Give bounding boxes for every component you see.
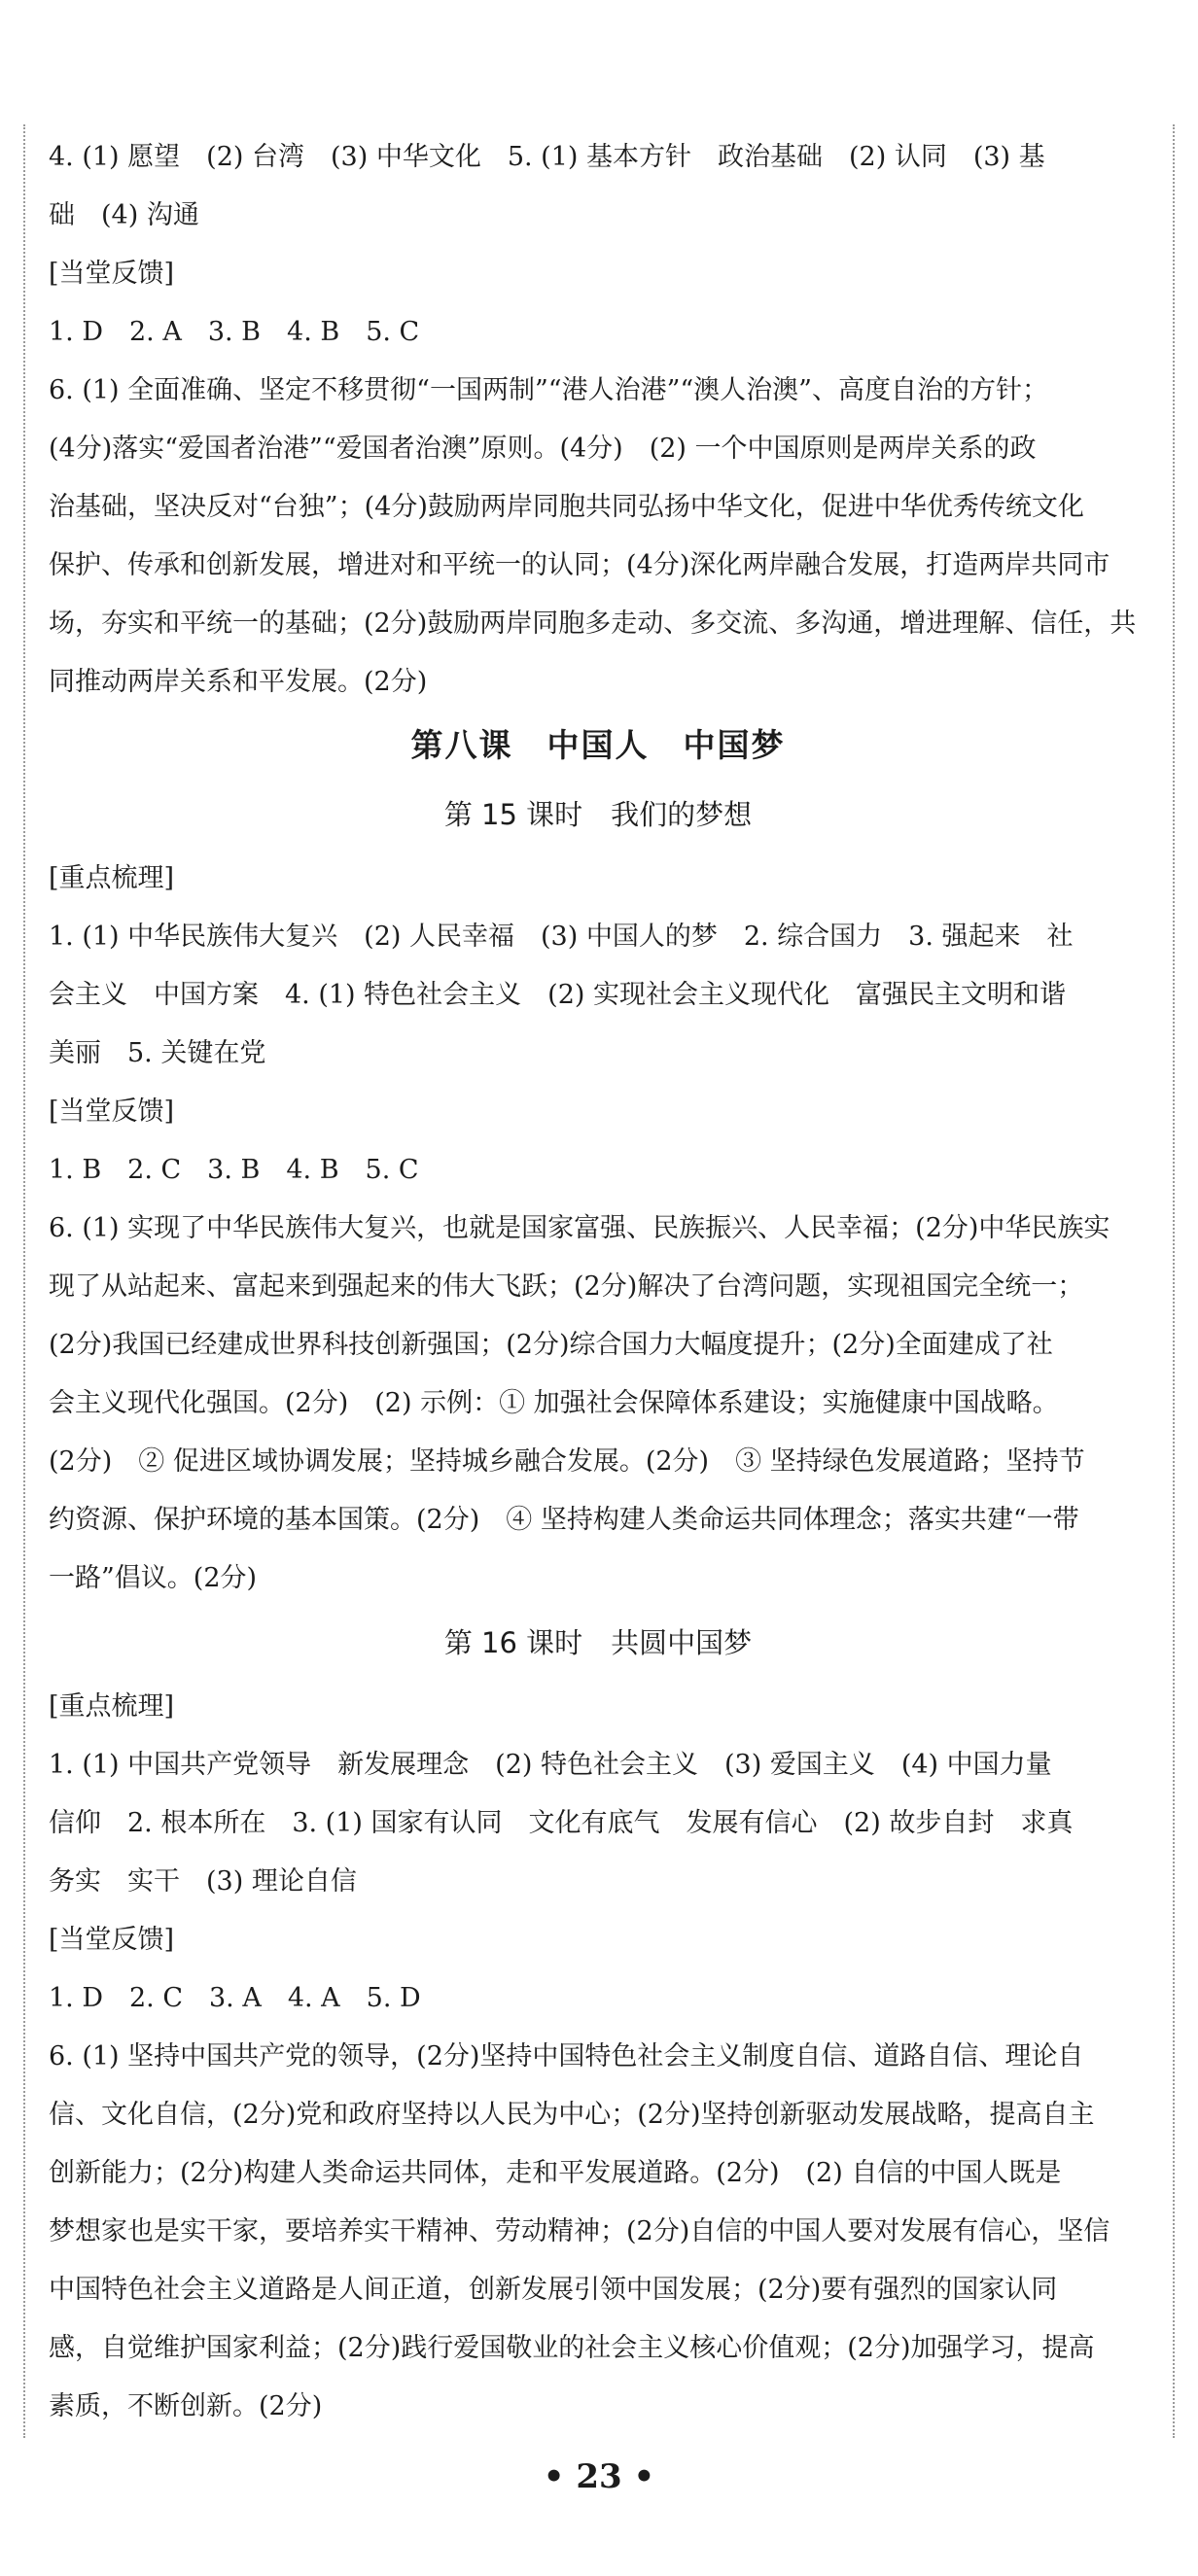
answer-line: 梦想家也是实干家，要培养实干精神、劳动精神；(2分)自信的中国人要对发展有信心，坚信 bbox=[49, 2216, 1110, 2246]
section-tag-feedback: [当堂反馈] bbox=[49, 1925, 175, 1955]
right-margin-rule bbox=[1173, 124, 1175, 2438]
period-16-title: 第 16 课时 共圆中国梦 bbox=[443, 1626, 753, 1659]
answer-line: 感，自觉维护国家利益；(2分)践行爱国敬业的社会主义核心价值观；(2分)加强学习，提高 bbox=[49, 2333, 1095, 2363]
page-number: • 23 • bbox=[543, 2457, 655, 2496]
answer-line: 6. (1) 坚持中国共产党的领导，(2分)坚持中国特色社会主义制度自信、道路自信、理论自 bbox=[49, 2041, 1084, 2071]
content-column bbox=[49, 128, 1147, 2436]
answer-line: 6. (1) 实现了中华民族伟大复兴，也就是国家富强、民族振兴、人民幸福；(2分)中华民族实 bbox=[49, 1213, 1110, 1243]
section-tag-feedback: [当堂反馈] bbox=[49, 259, 175, 289]
answer-line: 6. (1) 全面准确、坚定不移贯彻“一国两制”“港人治港”“澳人治澳”、高度自治的方针； bbox=[49, 375, 1048, 405]
section-tag-feedback: [当堂反馈] bbox=[49, 1097, 175, 1127]
answer-line: 1. (1) 中华民族伟大复兴 (2) 人民幸福 (3) 中国人的梦 2. 综合国力 3. 强起来 社 bbox=[49, 922, 1074, 952]
answer-line: 务实 实干 (3) 理论自信 bbox=[49, 1866, 357, 1897]
answer-line: 础 (4) 沟通 bbox=[49, 200, 199, 230]
period-15-title: 第 15 课时 我们的梦想 bbox=[443, 798, 753, 831]
answer-line: 信仰 2. 根本所在 3. (1) 国家有认同 文化有底气 发展有信心 (2) 故步自封 求真 bbox=[49, 1808, 1074, 1838]
left-margin-rule bbox=[23, 124, 25, 2438]
answer-line: 一路”倡议。(2分) bbox=[49, 1563, 258, 1593]
answer-line: 中国特色社会主义道路是人间正道，创新发展引领中国发展；(2分)要有强烈的国家认同 bbox=[49, 2275, 1058, 2305]
section-tag-key-points: [重点梳理] bbox=[49, 863, 175, 893]
answer-line: 1. D 2. A 3. B 4. B 5. C bbox=[49, 317, 420, 347]
answer-line: 1. D 2. C 3. A 4. A 5. D bbox=[49, 1983, 421, 2013]
answer-line: 现了从站起来、富起来到强起来的伟大飞跃；(2分)解决了台湾问题，实现祖国完全统一； bbox=[49, 1271, 1084, 1302]
answer-line: 会主义现代化强国。(2分) (2) 示例：① 加强社会保障体系建设；实施健康中国战略。 bbox=[49, 1388, 1059, 1418]
answer-line: (4分)落实“爱国者治港”“爱国者治澳”原则。(4分) (2) 一个中国原则是两岸关系的政 bbox=[49, 434, 1037, 464]
answer-line: 1. B 2. C 3. B 4. B 5. C bbox=[49, 1155, 419, 1185]
answer-line: 治基础，坚决反对“台独”；(4分)鼓励两岸同胞共同弘扬中华文化，促进中华优秀传统文化 bbox=[49, 492, 1084, 522]
answer-line: (2分) ② 促进区域协调发展；坚持城乡融合发展。(2分) ③ 坚持绿色发展道路；坚持节 bbox=[49, 1446, 1085, 1477]
answer-line: (2分)我国已经建成世界科技创新强国；(2分)综合国力大幅度提升；(2分)全面建成了社 bbox=[49, 1330, 1053, 1360]
answer-line: 素质，不断创新。(2分) bbox=[49, 2391, 323, 2421]
lesson-title: 第八课 中国人 中国梦 bbox=[410, 726, 786, 764]
answer-line: 美丽 5. 关键在党 bbox=[49, 1038, 266, 1068]
answer-line: 约资源、保护环境的基本国策。(2分) ④ 坚持构建人类命运共同体理念；落实共建“一带 bbox=[49, 1505, 1079, 1535]
section-tag-key-points: [重点梳理] bbox=[49, 1691, 175, 1722]
answer-line: 场，夯实和平统一的基础；(2分)鼓励两岸同胞多走动、多交流、多沟通，增进理解、信任，共 bbox=[49, 609, 1137, 639]
answer-line: 1. (1) 中国共产党领导 新发展理念 (2) 特色社会主义 (3) 爱国主义 (4) 中国力量 bbox=[49, 1750, 1052, 1780]
answer-line: 信、文化自信，(2分)党和政府坚持以人民为中心；(2分)坚持创新驱动发展战略，提高自主 bbox=[49, 2100, 1095, 2130]
answer-line: 4. (1) 愿望 (2) 台湾 (3) 中华文化 5. (1) 基本方针 政治基础 (2) 认同 (3) 基 bbox=[49, 142, 1045, 172]
answer-line: 会主义 中国方案 4. (1) 特色社会主义 (2) 实现社会主义现代化 富强民主文明和谐 bbox=[49, 980, 1066, 1010]
answer-line: 保护、传承和创新发展，增进对和平统一的认同；(4分)深化两岸融合发展，打造两岸共同市 bbox=[49, 550, 1110, 580]
answer-line: 同推动两岸关系和平发展。(2分) bbox=[49, 667, 428, 697]
answer-line: 创新能力；(2分)构建人类命运共同体，走和平发展道路。(2分) (2) 自信的中国人既是 bbox=[49, 2158, 1062, 2188]
